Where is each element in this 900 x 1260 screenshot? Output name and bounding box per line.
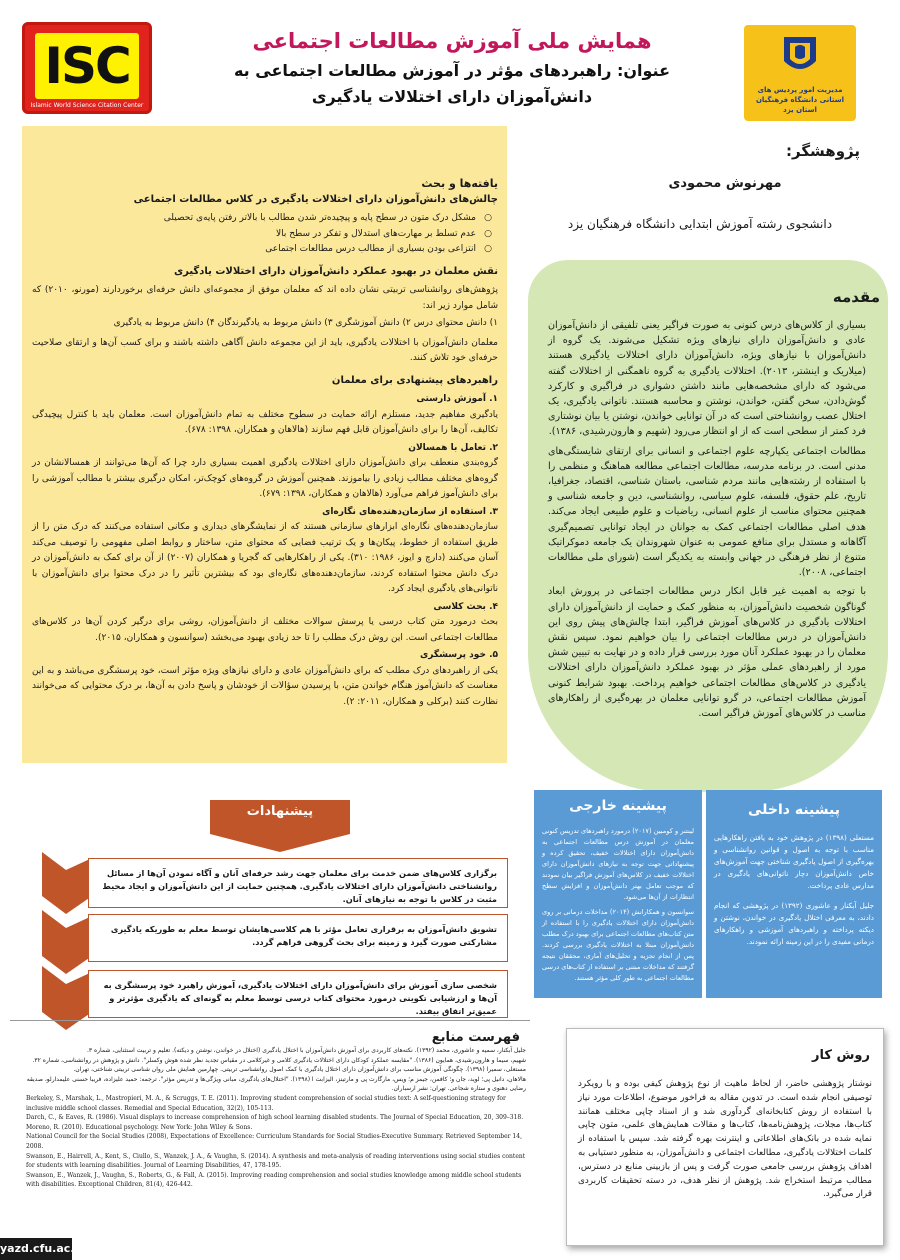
- intro-text: [548, 318, 866, 721]
- conference-title: همایش ملی آموزش مطالعات اجتماعی: [252, 29, 652, 53]
- strategy-title: ۴. بحث کلاسی: [433, 601, 498, 612]
- internal-background-paragraph: جلیل آبکنار و عاشوری (۱۳۹۲) در پژوهشی که انجام دادند، به معرفی اختلال یادگیری در خواندن، نوشتن و دیکته پرداخته و راهبردهای آموزشی و راهکارهای درمانی مفیدی را در این زمینه ارائه نمودند.: [714, 901, 874, 946]
- reference-item: Moreno, R. (2010). Educational psychology. New York: John Wiley & Sons.: [26, 1123, 253, 1131]
- external-background-box: [534, 790, 702, 998]
- reference-item: National Council for the Social Studies (2008), Expectations of Excellence: Curriculum Standards for Social Studies-Executive Summary. Retrieved September 14, 2008.: [26, 1133, 522, 1150]
- university-emblem-icon: [776, 31, 824, 79]
- external-background-paragraph: سوانسون و همکارانش (۲۰۱۴) مداخلات درمانی بر روی دانش‌آموزان دارای اختلالات یادگیری را با استفاده از متن کتاب‌های مطالعات اجتماعی برای بهبود درک مطلب دانش‌آموزان مبتلا به اختلالات یادگیری بررسی کردند. پس از انجام تجزیه و تحلیل‌های آماری، محققان نتیجه گرفتند که مداخلات مبتنی بر استفاده از کتاب‌های درسی مطالعات اجتماعی به طور کلی مؤثر هستند.: [541, 908, 694, 982]
- challenges-heading: چالش‌های دانش‌آموزان دارای اختلالات یادگیری در کلاس مطالعات اجتماعی: [133, 193, 498, 205]
- isc-logo-subtext: Islamic World Science Citation Center: [30, 102, 144, 109]
- intro-title: مقدمه: [832, 288, 880, 306]
- strategy-title: ۱. آموزش دارستی: [416, 394, 498, 404]
- university-logo-caption: مدیریت امور پردیس های استانی دانشگاه فرهنگیان استان یزد: [755, 86, 845, 114]
- researcher-name: مهرنوش محمودی: [668, 176, 782, 191]
- references-divider: [10, 1020, 530, 1021]
- strategy-body: گروه‌بندی منعطف برای دانش‌آموزان دارای اختلالات یادگیری اهمیت بسیاری دارد چرا که آن‌ها می‌توانند از همسالانشان در گروه‌های مختلف مطالب زیادی را بیاموزند. همچنین آموزش در گروه‌های کوچک‌تر، امکان درگیری بیشتر با مطالب آموزشی را برای دانش‌آموز فراهم می‌آورد (هالاهان و همکاران، ۱۳۹۸: ۶۷۹).: [32, 458, 498, 499]
- internal-background-title: پیشینه داخلی: [748, 802, 840, 818]
- reference-item: Swanson, E., Hairrell, A., Kent, S., Ciullo, S., Wanzek, J. A., & Vaughn, S. (2014). A synthesis and meta-analysis of reading interventions using social studies content for students with learning disabilities. Journal of Learning Disabilities, 47, 178-195.: [26, 1152, 526, 1170]
- internal-background-text: [714, 832, 874, 948]
- isc-logo: [22, 22, 152, 114]
- internal-background-box: [706, 790, 882, 998]
- reference-item: جلیل آبکنار، سمیه و عاشوری، محمد (۱۳۹۲). نکته‌های کاربردی برای آموزش دانش‌آموزان با اختلال یادگیری (اختلال در خواندن، نوشتن و دیکته). تعلیم و تربیت استثنایی، شماره ۳.: [86, 1047, 526, 1054]
- paper-title: عنوان: راهبردهای مؤثر در آموزش مطالعات اجتماعی به دانش‌آموزان دارای اختلالات یادگیری: [233, 61, 671, 106]
- suggestion-item: برگزاری کلاس‌های ضمن خدمت برای معلمان جهت رشد حرفه‌ای آنان و آگاه نمودن آن‌ها از مسائل روانشناختی دانش‌آموزان دارای اختلالات یادگیری. همچنین حمایت از این دانش‌آموزان و ایجاد محیط مثبت در کلاس با توجه به نیازهای آنان.: [88, 858, 508, 908]
- reference-item: شهیم، سیما و هارون‌رشیدی، همایون (۱۳۸۶). "مقایسه عملکرد کودکان دارای اختلالات یادگیری کلامی و غیرکلامی در مقیاس تجدید نظر شده هوش وکسلر". دانش و پژوهش در روانشناسی، شماره ۳۲.: [32, 1056, 526, 1064]
- strategy-body: یادگیری مفاهیم جدید، مستلزم ارائه حمایت در سطوح مختلف به تمام دانش‌آموزان است. معلمان باید با کنترل پیچیدگی تکالیف، آن‌ها را برای دانش‌آموزان قابل فهم سازند (هالاهان و همکاران، ۱۳۹۸: ۶۷۸).: [32, 409, 498, 435]
- university-logo: [744, 25, 856, 121]
- reference-item: مستعلی، سمیرا (۱۳۹۸). چگونگی آموزش مناسب برای دانش‌آموزان دارای اختلال یادگیری با کمک اصول روانشناسی تربیتی. چهارمین همایش ملی روان شناسی تربیتی شناختی، تهران.: [73, 1066, 526, 1074]
- intro-paragraph: مطالعات اجتماعی یکپارچه علوم اجتماعی و انسانی برای ارتقای شایستگی‌های مدنی است. در برنامه مدرسه، مطالعات اجتماعی مطالعه هماهنگ و منظمی را با استفاده از رشته‌هایی مانند مردم شناسی، باستان شناسی، اقتصاد، جغرافیا، تاریخ، علم حقوق، فلسفه، علوم سیاسی، روانشناسی، دین و جامعه شناسی و همچنین محتوای مناسب از علوم انسانی، ریاضیات و علوم طبیعی ایجاد می‌کند. هدف اصلی مطالعات اجتماعی کمک به جوانان در ایجاد توانایی تصمیم‌گیری آگاهانه و مستدل برای منافع عمومی به عنوان شهروندان یک جامعه دموکراتیک متنوع از نظر فرهنگی در جهانی وابسته به یکدیگر است (شورای ملی مطالعات اجتماعی، ۲۰۰۸).: [548, 445, 866, 579]
- strategies-heading: راهبردهای پیشنهادی برای معلمان: [331, 374, 498, 386]
- suggestion-item: تشویق دانش‌آموزان به برقراری تعامل مؤثر با هم کلاسی‌هایشان توسط معلم به طوریکه یادگیری مشارکتی صورت گیرد و زمینه برای بحث گروهی فراهم گردد.: [88, 914, 508, 962]
- strategy-title: ۲. تعامل با همسالان: [408, 442, 498, 453]
- method-title: روش کار: [812, 1048, 870, 1063]
- reference-item: هالاهان، دانیل پی؛ لوید، جان و؛ کافمن، جیمز م؛ ویس، مارگارت پی و مارتینز، الیزابت ا (۱۳۹۸). "اختلال‌های یادگیری، مبانی ویژگی‌ها و تدریس مؤثر". ترجمه: حمید علیزاده، فریبا حسنی علیمدارلو، صدیقه رضایی دهنوی و ستاره شجاعی. تهران: نشر ارسباران.: [26, 1075, 526, 1093]
- reference-item: Darch, C., & Eaves, R. (1986). Visual displays to increase comprehension of high school learning disabled students. The Journal of Special Education, 20, 309–318.: [26, 1114, 524, 1122]
- reference-item: Swanson, E., Wanzek, J., Vaughn, S., Roberts, G., & Fall, A. (2015). Improving reading comprehension and social studies knowledge among middle school students with disabilities. Exceptional Children, 81(4), 426-442.: [26, 1171, 522, 1189]
- intro-paragraph: با توجه به اهمیت غیر قابل انکار درس مطالعات اجتماعی در پرورش ابعاد گوناگون شخصیت دانش‌آموزان، به منظور کمک و حمایت از دانش‌آموزان دارای اختلالات یادگیری در کلاس‌های آموزش فراگیر، ابتدا چالش‌های پیش روی این دانش‌آموزان در درس مطالعات اجتماعی را بیان خواهیم نمود. سپس نقش معلمان را در بهبود عملکرد آنان مورد بررسی قرار داده و در نهایت به تبیین شش مورد از راهبردهای عملی مؤثر در بهبود عملکرد دانش‌آموزان دارای اختلالات یادگیری در کلاس‌های مطالعات اجتماعی خواهیم پرداخت. بهبود شرایط کنونی آموزش مطالعات اجتماعی، در گرو توانایی معلمان در بهره‌گیری از راهکارهای مناسب در کلاس‌های آموزش فراگیر است.: [548, 586, 866, 720]
- isc-logo-text: ISC: [44, 37, 130, 95]
- site-url: yazd.cfu.ac.ir: [0, 1238, 72, 1260]
- external-background-paragraph: لینتنر و کومبین (۲۰۱۷) درمورد راهبردهای تدریس کنونی معلمان در آموزش درس مطالعات اجتماعی به دانش‌آموزان دارای اختلالات خفیف، تحقیق کرده و پیشنهاداتی جهت توجه به نیازهای دانش‌آموزان دارای اختلالات خفیف در کلاس‌های آموزش فراگیر بیان نمودند که موجب تعامل بهتر دانش‌آموزان و افزایش سطح انتظارات از آن‌ها می‌شود.: [542, 827, 694, 901]
- strategy-body: یکی از راهبردهای درک مطلب که برای دانش‌آموزان عادی و دارای نیازهای ویژه مؤثر است، خود پرسشگری می‌باشد و به این معناست که دانش‌آموز هنگام خواندن متن، با پرسیدن سؤالات از خودشان و پاسخ دادن به آن‌ها، بر درک محتوایی که می‌خوانند نظارت کنند (برکلی و همکاران، ۲۰۱۱: ۲).: [32, 665, 498, 707]
- challenge-item: ○ انتزاعی بودن بسیاری از مطالب درس مطالعات اجتماعی: [32, 242, 492, 258]
- internal-background-paragraph: مستعلی (۱۳۹۸) در پژوهش خود به یافتن راهکارهایی مناسب با توجه به اصول و قوانین روانشناسی و بهره‌گیری از اصول یادگیری شناختی جهت آموزش‌های خاص دانش‌آموزان دچار ناتوانی‌های یادگیری در مدارس عادی پرداخت.: [714, 833, 874, 890]
- teacher-role-intro: پژوهش‌های روانشناسی تربیتی نشان داده اند که معلمان موفق از مجموعه‌ای دانش حرفه‌ای برخوردارند (مورنو، ۲۰۱۰) که شامل موارد زیر اند:: [32, 285, 499, 311]
- intro-paragraph: بسیاری از کلاس‌های درس کنونی به صورت فراگیر یعنی تلفیقی از دانش‌آموزان عادی و دانش‌آموزان دارای نیازهای ویژه تشکیل می‌شوند. یک گروه از دانش‌آموزان با نیازهای ویژه، دانش‌آموزان دارای اختلالات یادگیری هستند (میلاریک و اینشتر، ۲۰۱۳). اختلالات یادگیری به گروه ناهمگنی از اختلالات گفته می‌شود که دارای مشخصه‌هایی مانند داشتن دشواری در فراگیری و کارکرد گوش‌دادن، سخن گفتن، خواندن، نوشتن و محاسبه هستند. ناتوانی یادگیری، یک اختلال عصب روانشناختی است که در آن توانایی خواندن، نوشتن یا بیان نوشتاری فرد کمتر از سطحی است که از او انتظار می‌رود (شهیم و هارون‌رشیدی، ۱۳۸۶).: [548, 320, 866, 438]
- isc-logo-panel: [35, 33, 139, 99]
- references-title: فهرست منابع: [431, 1030, 520, 1045]
- poster-header: [170, 26, 734, 122]
- suggestions-label: پیشنهادات: [246, 804, 314, 819]
- researcher-affiliation: دانشجوی رشته آموزش ابتدایی دانشگاه فرهنگیان یزد: [567, 217, 833, 231]
- strategy-body: بحث درمورد متن کتاب درسی یا پرسش سوالات مختلف از دانش‌آموزان، روشی برای درگیر کردن آن‌ها در کلاس‌های مطالعات اجتماعی است. این روش درک مطلب را تا حد زیادی بهبود می‌بخشد (سوانسون و همکاران، ۲۰۱۵).: [32, 617, 498, 643]
- references-list: [26, 1046, 526, 1190]
- reference-item: Berkeley, S., Marshak, L., Mastropieri, M. A., & Scruggs, T. E. (2011). Improving student comprehension of social studies text: A self-questioning strategy for inclusive middle school classes. Remedial and Special Education, 32(2), 105-113.: [26, 1094, 506, 1112]
- external-background-text: [542, 826, 694, 984]
- knowledge-items: ۱) دانش محتوای درس ۲) دانش آموزشگری ۳) دانش مربوط به یادگیرندگان ۴) دانش مربوط به یادگیری: [113, 318, 498, 328]
- teacher-role-outro: معلمان دانش‌آموزان با اختلالات یادگیری، باید از این مجموعه دانش آگاهی داشته باشند و برای کسب آن‌ها و ارتقای صلاحیت حرفه‌ای خود تلاش کنند.: [32, 337, 498, 363]
- challenge-item: ○ عدم تسلط بر مهارت‌های استدلال و تفکر در سطح بالا: [32, 227, 492, 243]
- strategy-body: سازمان‌دهنده‌های نگاره‌ای ابزارهای سازمانی هستند که از نمایشگرهای دیداری و مکانی استفاده می‌کنند که درک متن را از طریق استفاده از خطوط، پیکان‌ها و یک ترتیب فضایی که محتوای متن، ساختار و روابط اصلی مفهومی را توصیف می‌کند آسان می‌کنند (دارچ و ایوز، ۱۹۸۶: ۳۱۰). یکی از راهکارهایی که گجریا و همکاران (۲۰۰۷) از آن برای کمک به دانش‌آموزان در درک دانش محتوا استفاده کردند، سازمان‌دهنده‌های نگاره‌ای بود که بیشترین تأثیر را در درک محتوا برای دانش‌آموزان با ناتوانی‌های یادگیری ایجاد کرد.: [32, 522, 498, 594]
- teacher-role-heading: نقش معلمان در بهبود عملکرد دانش‌آموزان دارای اختلالات یادگیری: [173, 265, 498, 277]
- findings-heading: یافته‌ها و بحث: [421, 177, 498, 190]
- strategy-title: ۳. استفاده از سازمان‌دهنده‌های نگاره‌ای: [322, 506, 498, 517]
- researcher-title: پژوهشگر:: [785, 142, 860, 160]
- strategy-title: ۵. خود پرسشگری: [419, 650, 498, 660]
- findings-section: [32, 176, 498, 710]
- external-background-title: پیشینه خارجی: [569, 798, 667, 814]
- chevron-down-icon: [42, 910, 92, 974]
- challenge-item: ○ مشکل درک متون در سطح پایه و پیچیده‌تر شدن مطالب با بالاتر رفتن پایه‌ی تحصیلی: [32, 211, 492, 227]
- method-text: نوشتار پژوهشی حاضر، از لحاظ ماهیت از نوع پژوهش کیفی بوده و با رویکرد توصیفی انجام شده است. در تدوین مقاله به فراخور موضوع، اطلاعات مورد نیاز با استفاده از روش کتابخانه‌ای گردآوری شد و از اسناد چاپی مختلف همانند کتاب‌ها، مجلات، پژوهش‌نامه‌ها، کتاب‌ها و مقالات همایش‌های علمی، متون چاپی نمایه شده در بانک‌های اطلاعاتی و اینترنت بهره گرفته شد. سپس با استفاده از کلمات اختلالات یادگیری، مطالعات اجتماعی و دانش‌آموزان، به منظور دستیابی به اهداف پژوهش بررسی جامعی صورت گرفت و پس از بازبینی منابع در دسترس، مطالب مرتبط استخراج شد. پژوهش از نظر هدف، در دسته تحقیقات کاربردی قرار می‌گیرد.: [578, 1079, 872, 1200]
- suggestion-item: شخصی سازی آموزش برای دانش‌آموزان دارای اختلالات یادگیری، آموزش راهبرد خود پرسشگری به آن‌ها و ارزشیابی تکوینی درمورد محتوای کتاب درسی توسط معلم به گونه‌ای که یادگیری مؤثرتر و عمیق‌تر اتفاق بیفتد.: [88, 970, 508, 1018]
- chevron-down-icon: [42, 852, 92, 914]
